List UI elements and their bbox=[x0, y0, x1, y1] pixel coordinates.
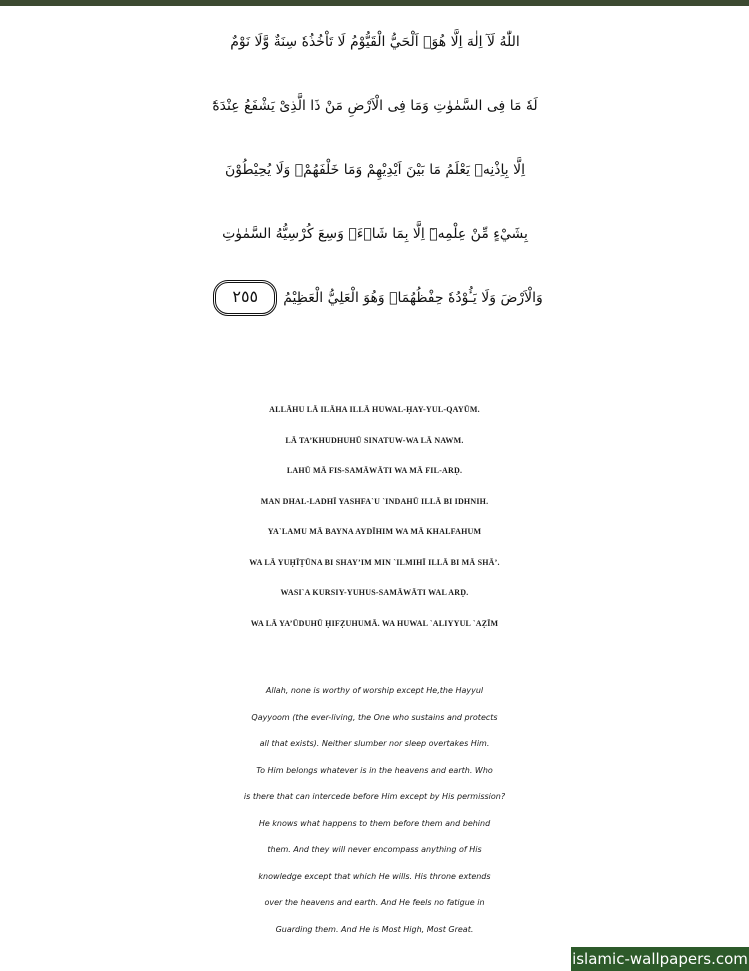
english-translation bbox=[0, 678, 749, 943]
transliteration-line: WA LĀ YUḤĪṬŪNA BI SHAY’IM MIN `ILMIHĪ ILLĀ BI MĀ SHĀ’. bbox=[249, 557, 500, 567]
transliteration-line: WA LĀ YA’ŪDUHŪ ḤIFẒUHUMĀ. WA HUWAL `ALIYYUL `AẒĪM bbox=[250, 618, 499, 628]
translation-line: is there that can intercede before Him except by His permission? bbox=[243, 792, 506, 801]
arabic-verse bbox=[14, 10, 736, 330]
translation-line: over the heavens and earth. And He feels no fatigue in bbox=[264, 898, 485, 907]
transliteration-line: MAN DHAL-LADHĪ YASHFA`U `INDAHŪ ILLĀ BI IDHNIH. bbox=[260, 496, 489, 506]
translation-line: To Him belongs whatever is in the heavens and earth. Who bbox=[256, 765, 493, 775]
translation-line: Qayyoom (the ever-living, the One who sustains and protects bbox=[251, 712, 498, 722]
arabic-line: لَهٗ مَا فِى السَّمٰوٰتِ وَمَا فِى الْاَرْضِ مَنْ ذَا الَّذِىْ يَشْفَعُ عِنْدَهٗٓ bbox=[212, 98, 538, 114]
translation-line: Allah, none is worthy of worship except He,the Hayyul bbox=[265, 686, 484, 695]
translation-line: knowledge except that which He wills. His throne extends bbox=[258, 871, 491, 881]
ayah-number-badge: ٢٥٥ bbox=[213, 280, 277, 316]
arabic-line: اللّٰهُ لَآ اِلٰهَ اِلَّا هُوَۚ اَلْحَيُّ الْقَيُّوْمُ لَا تَاْخُذُهٗ سِنَةٌ وَّلَا نَوْمٌ bbox=[230, 34, 520, 50]
translation-line: them. And they will never encompass anything of His bbox=[267, 845, 482, 854]
translation-line: He knows what happens to them before them and behind bbox=[258, 818, 491, 828]
translation-line: Guarding them. And He is Most High, Most Great. bbox=[275, 924, 474, 934]
translation-line: all that exists). Neither slumber nor sleep overtakes Him. bbox=[259, 739, 490, 748]
transliteration-line: YA`LAMU MĀ BAYNA AYDĪHIM WA MĀ KHALFAHUM bbox=[267, 527, 482, 536]
arabic-line: اِلَّا بِاِذْنِهٖ يَعْلَمُ مَا بَيْنَ اَيْدِيْهِمْ وَمَا خَلْفَهُمْۚ وَلَا يُحِيْطُوْنَ bbox=[224, 162, 526, 178]
transliteration-line: LĀ TA’KHUDHUHŪ SINATUW-WA LĀ NAWM. bbox=[285, 435, 464, 445]
transliteration-line: LAHŪ MĀ FIS-SAMĀWĀTI WA MĀ FIL-ARḌ. bbox=[286, 466, 463, 475]
transliteration bbox=[0, 395, 749, 639]
transliteration-line: ALLĀHU LĀ ILĀHA ILLĀ HUWAL-ḤAY-YUL-QAYŪM. bbox=[269, 405, 480, 414]
arabic-line: بِشَيْءٍ مِّنْ عِلْمِهٖٓ اِلَّا بِمَا شَاۤءَۚ وَسِعَ كُرْسِيُّهُ السَّمٰوٰتِ bbox=[222, 226, 528, 242]
arabic-line: وَالْاَرْضَ وَلَا يَـُٔوْدُهٗ حِفْظُهُمَاۚ وَهُوَ الْعَلِيُّ الْعَظِيْمُ bbox=[283, 290, 543, 306]
top-border bbox=[0, 0, 749, 6]
arabic-line-last bbox=[14, 266, 736, 330]
transliteration-line: WASI`A KURSIY-YUHUS-SAMĀWĀTI WAL ARḌ. bbox=[280, 588, 469, 597]
watermark-label: islamic-wallpapers.com bbox=[571, 947, 749, 971]
